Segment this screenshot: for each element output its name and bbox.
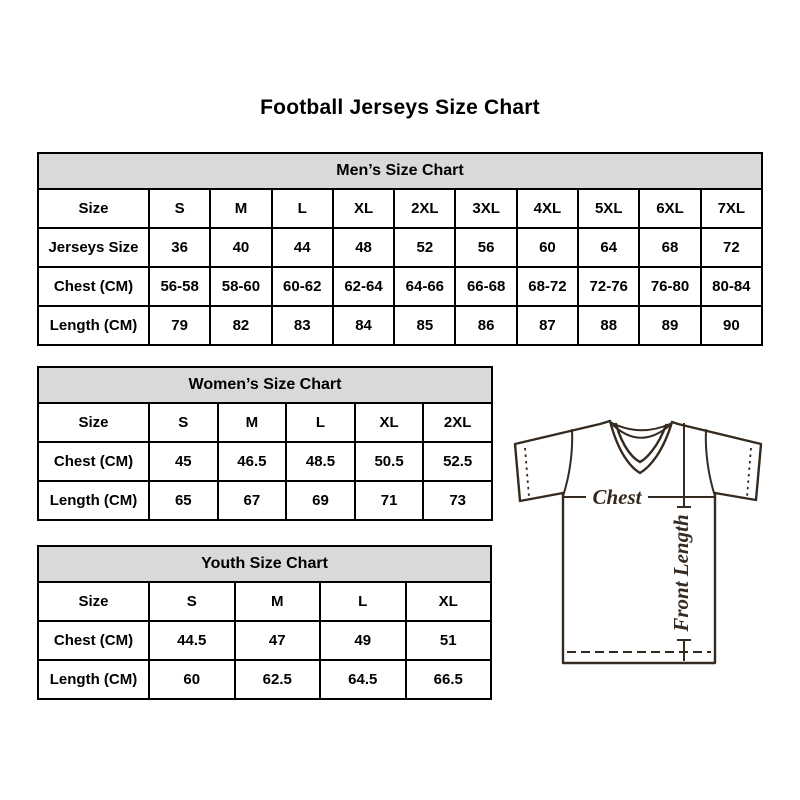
value-cell: XL bbox=[333, 189, 394, 228]
value-cell: 6XL bbox=[639, 189, 700, 228]
value-cell: 67 bbox=[218, 481, 287, 520]
value-cell: 52 bbox=[394, 228, 455, 267]
row-label-cell: Size bbox=[38, 582, 149, 621]
table-title: Men’s Size Chart bbox=[38, 153, 762, 189]
value-cell: M bbox=[235, 582, 321, 621]
value-cell: 66-68 bbox=[455, 267, 516, 306]
value-cell: S bbox=[149, 403, 218, 442]
value-cell: 68 bbox=[639, 228, 700, 267]
table-row bbox=[38, 189, 762, 228]
table-row bbox=[38, 660, 491, 699]
table-header-row bbox=[38, 153, 762, 189]
value-cell: 2XL bbox=[423, 403, 492, 442]
row-label-cell: Chest (CM) bbox=[38, 267, 149, 306]
table-title: Women’s Size Chart bbox=[38, 367, 492, 403]
row-label-cell: Length (CM) bbox=[38, 660, 149, 699]
value-cell: 49 bbox=[320, 621, 406, 660]
value-cell: 84 bbox=[333, 306, 394, 345]
table-header-row bbox=[38, 546, 491, 582]
value-cell: 68-72 bbox=[517, 267, 578, 306]
value-cell: 52.5 bbox=[423, 442, 492, 481]
table-row bbox=[38, 582, 491, 621]
row-label-cell: Jerseys Size bbox=[38, 228, 149, 267]
value-cell: 56 bbox=[455, 228, 516, 267]
value-cell: M bbox=[210, 189, 271, 228]
value-cell: 90 bbox=[701, 306, 762, 345]
value-cell: 47 bbox=[235, 621, 321, 660]
table-row bbox=[38, 442, 492, 481]
value-cell: 72 bbox=[701, 228, 762, 267]
value-cell: 60-62 bbox=[272, 267, 333, 306]
value-cell: 82 bbox=[210, 306, 271, 345]
value-cell: 60 bbox=[149, 660, 235, 699]
table-title: Youth Size Chart bbox=[38, 546, 491, 582]
value-cell: 85 bbox=[394, 306, 455, 345]
mens-size-chart-table bbox=[37, 152, 763, 346]
page-title: Football Jerseys Size Chart bbox=[260, 96, 540, 119]
jersey-collar-outer-v bbox=[610, 421, 672, 473]
value-cell: 69 bbox=[286, 481, 355, 520]
row-label-cell: Chest (CM) bbox=[38, 442, 149, 481]
value-cell: 88 bbox=[578, 306, 639, 345]
value-cell: XL bbox=[355, 403, 424, 442]
value-cell: 2XL bbox=[394, 189, 455, 228]
value-cell: 89 bbox=[639, 306, 700, 345]
row-label-cell: Length (CM) bbox=[38, 306, 149, 345]
row-label-cell: Size bbox=[38, 189, 149, 228]
value-cell: 87 bbox=[517, 306, 578, 345]
youth-size-chart-table bbox=[37, 545, 492, 700]
value-cell: 83 bbox=[272, 306, 333, 345]
value-cell: 44 bbox=[272, 228, 333, 267]
value-cell: L bbox=[272, 189, 333, 228]
table-header-row bbox=[38, 367, 492, 403]
value-cell: 65 bbox=[149, 481, 218, 520]
right-cuff-dotted-line bbox=[747, 448, 751, 497]
row-label-cell: Size bbox=[38, 403, 149, 442]
value-cell: XL bbox=[406, 582, 492, 621]
left-cuff-dotted-line bbox=[525, 448, 529, 497]
table-row bbox=[38, 228, 762, 267]
value-cell: M bbox=[218, 403, 287, 442]
value-cell: 64-66 bbox=[394, 267, 455, 306]
row-label-cell: Length (CM) bbox=[38, 481, 149, 520]
value-cell: 64 bbox=[578, 228, 639, 267]
value-cell: 50.5 bbox=[355, 442, 424, 481]
front-length-label: Front Length bbox=[669, 514, 693, 632]
value-cell: 80-84 bbox=[701, 267, 762, 306]
left-armhole-seam bbox=[563, 430, 572, 496]
table-row bbox=[38, 267, 762, 306]
value-cell: 44.5 bbox=[149, 621, 235, 660]
value-cell: L bbox=[286, 403, 355, 442]
value-cell: 71 bbox=[355, 481, 424, 520]
jersey-outline bbox=[515, 421, 761, 663]
value-cell: 45 bbox=[149, 442, 218, 481]
table-row bbox=[38, 403, 492, 442]
value-cell: 58-60 bbox=[210, 267, 271, 306]
jersey-collar-band-line bbox=[612, 423, 670, 430]
table-row bbox=[38, 621, 491, 660]
value-cell: 86 bbox=[455, 306, 516, 345]
value-cell: 51 bbox=[406, 621, 492, 660]
value-cell: L bbox=[320, 582, 406, 621]
chest-label: Chest bbox=[592, 485, 642, 509]
value-cell: 62.5 bbox=[235, 660, 321, 699]
value-cell: 79 bbox=[149, 306, 210, 345]
value-cell: 4XL bbox=[517, 189, 578, 228]
row-label-cell: Chest (CM) bbox=[38, 621, 149, 660]
value-cell: 48 bbox=[333, 228, 394, 267]
value-cell: 64.5 bbox=[320, 660, 406, 699]
value-cell: 60 bbox=[517, 228, 578, 267]
value-cell: 76-80 bbox=[639, 267, 700, 306]
value-cell: 73 bbox=[423, 481, 492, 520]
value-cell: 66.5 bbox=[406, 660, 492, 699]
value-cell: 62-64 bbox=[333, 267, 394, 306]
value-cell: 56-58 bbox=[149, 267, 210, 306]
right-armhole-seam bbox=[706, 430, 715, 496]
table-row bbox=[38, 481, 492, 520]
value-cell: 46.5 bbox=[218, 442, 287, 481]
value-cell: S bbox=[149, 582, 235, 621]
jersey-measurement-diagram bbox=[500, 400, 780, 690]
value-cell: S bbox=[149, 189, 210, 228]
value-cell: 5XL bbox=[578, 189, 639, 228]
value-cell: 48.5 bbox=[286, 442, 355, 481]
value-cell: 40 bbox=[210, 228, 271, 267]
value-cell: 3XL bbox=[455, 189, 516, 228]
value-cell: 72-76 bbox=[578, 267, 639, 306]
womens-size-chart-table bbox=[37, 366, 493, 521]
table-row bbox=[38, 306, 762, 345]
value-cell: 7XL bbox=[701, 189, 762, 228]
value-cell: 36 bbox=[149, 228, 210, 267]
